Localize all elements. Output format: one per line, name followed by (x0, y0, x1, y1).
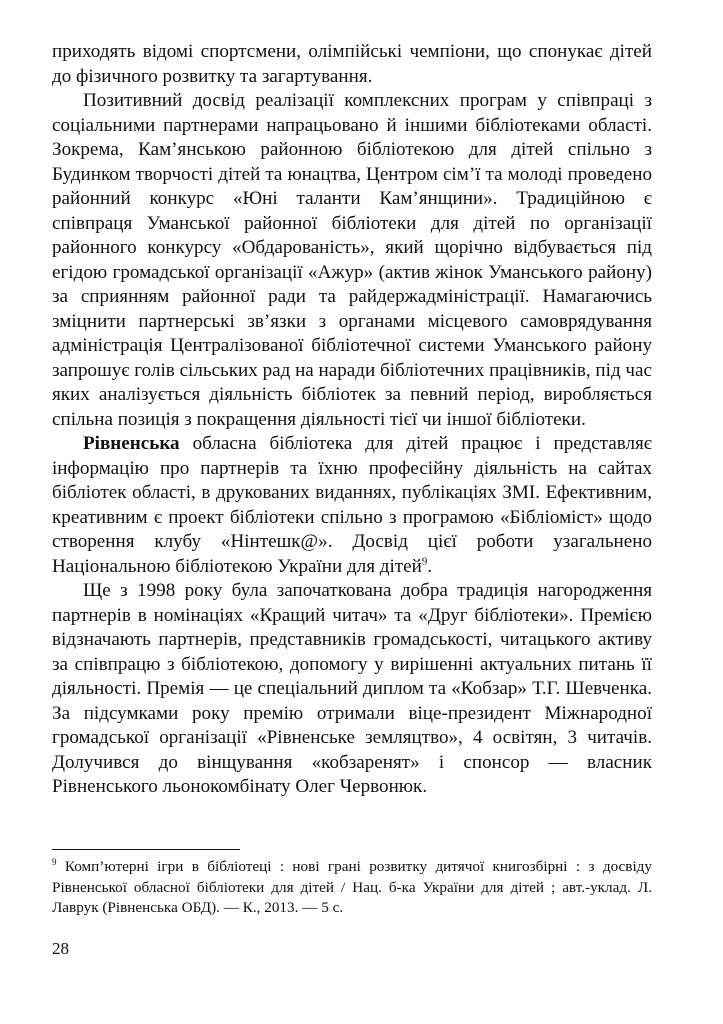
paragraph-text: обласна бібліотека для дітей працює і представляє інформацію про партнерів та їхню професійну діяльність на сайтах бібліотек області, в друкованих виданнях, публікаціях ЗМІ. Ефективним, креативним є проект бібліотеки спільно з програмою «Бібліоміст» щодо створення клубу «Нінтешк@». Досвід цієї роботи узагальнено Національною бібліотекою України для дітей (52, 433, 652, 577)
page-body (52, 40, 652, 800)
footnote-text: Комп’ютерні ігри в бібліотеці : нові грані розвитку дитячої книгозбірні : з досвіду Рівненської обласної бібліотеки для дітей / Нац. б-ка України для дітей ; авт.-уклад. Л. Лаврук (Рівненська ОБД). — К., 2013. — 5 с. (52, 858, 652, 916)
footnote-reference[interactable]: 9 (421, 555, 428, 568)
paragraph-partnership-programs (52, 89, 652, 432)
paragraph-lead-bold: Рівненська (83, 433, 180, 454)
paragraph-rivne-library (52, 432, 652, 579)
paragraph-text: приходять відомі спортсмени, олімпійські чемпіони, що спонукає дітей до фізичного розвитку та загартування. (52, 41, 652, 87)
page-number: 28 (52, 939, 69, 958)
footnote-divider (52, 849, 240, 850)
paragraph-text: Ще з 1998 року була започаткована добра традиція нагородження партнерів в номінаціях «Кращий читач» та «Друг бібліотеки». Премією відзначають партнерів, представників громадськості, читацького активу за співпрацю з бібліотекою, допомогу у вирішенні актуальних питань її діяльності. Премія — це спеціальний диплом та «Кобзар» Т.Г. Шевченка. За підсумками року премію отримали віце-президент Міжнародної громадської організації «Рівненське земляцтво», 4 освітян, 3 читачів. Долучився до вінщування «кобзаренят» і спонсор — власник Рівненського льонокомбінату Олег Червонюк. (52, 580, 652, 797)
paragraph-text: Позитивний досвід реалізації комплексних програм у співпраці з соціальними партнерами напрацьовано й іншими бібліотеками області. Зокрема, Кам’янською районною бібліотекою для дітей спільно з Будинком творчості дітей та юнацтва, Центром сім’ї та молоді проведено районний конкурс «Юні таланти Кам’янщини». Традиційною є співпраця Уманської районної бібліотеки для дітей по організації районного конкурсу «Обдарованість», який щорічно відбувається під егідою громадської організації «Ажур» (актив жінок Уманського району) за сприянням районної ради та райдержадміністрації. Намагаючись зміцнити партнерські зв’язки з органами місцевого самоврядування адміністрація Централізованої бібліотечної системи Уманського району запрошує голів сільських рад на наради бібліотечних працівників, під час яких аналізується діяльність бібліотек за певний період, виробляється спільна позиція з покращення діяльності тієї чи іншої бібліотеки. (52, 90, 652, 430)
paragraph-continuation (52, 40, 652, 89)
paragraph-tail: . (427, 555, 433, 577)
footnote (52, 857, 652, 919)
paragraph-award-tradition (52, 579, 652, 800)
footnote-number: 9 (52, 856, 57, 867)
